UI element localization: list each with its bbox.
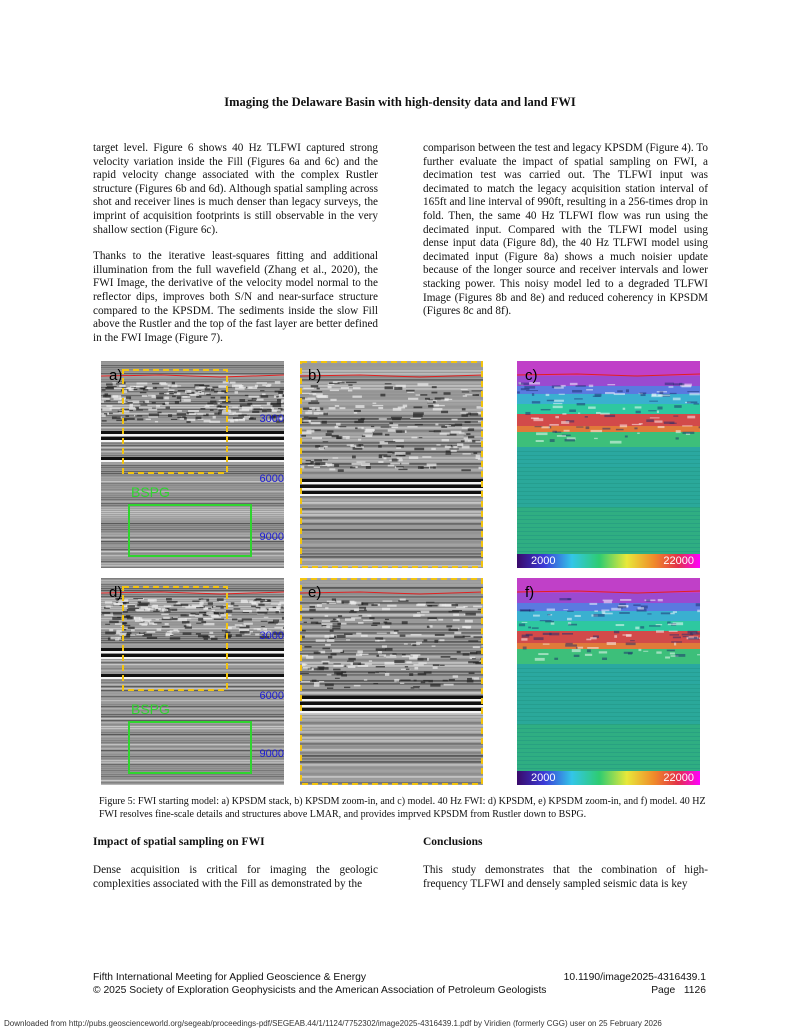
figure-panel-c (517, 361, 700, 568)
depth-label: 6000 (259, 473, 284, 485)
figure-panel-d (101, 578, 284, 785)
body-column-left (93, 142, 378, 358)
paragraph: target level. Figure 6 shows 40 Hz TLFWI captured strong velocity variation inside the Fill (Figures 6a and 6c) and the rapid velocity change associated with the complex Rustler structure (Figures 6b and 6d). Although spatial sampling across shot and receiver lines is much denser than legacy surveys, the imprint of acquisition footprints is still observable in the very shallow section (Figure 6c). (93, 142, 378, 236)
bspg-label: BSPG (131, 484, 170, 500)
depth-label: 3000 (259, 630, 284, 642)
doi: 10.1190/image2025-4316439.1 (563, 972, 706, 983)
bspg-label: BSPG (131, 701, 170, 717)
panel-label: b) (308, 367, 322, 384)
depth-label: 3000 (259, 413, 284, 425)
panel-label: c) (525, 367, 538, 384)
section-text (423, 864, 708, 904)
section-heading: Impact of spatial sampling on FWI (93, 836, 265, 848)
paragraph: This study demonstrates that the combination of high-frequency TLFWI and densely sampled seismic data is key (423, 864, 708, 890)
panel-label: a) (109, 367, 123, 384)
panel-label: e) (308, 584, 322, 601)
velocity-model-image (517, 361, 700, 568)
paragraph: Thanks to the iterative least-squares fitting and additional illumination from the full wavefield (Zhang et al., 2020), the FWI Image, the derivative of the velocity model normal to the reflector dips, improves both S/N and near-surface structure compared to the KPSDM. The sediments inside the slow Fill above the Rustler and the top of the fast layer are better defined in the FWI Image (Figure 7). (93, 250, 378, 344)
seismic-image (101, 578, 284, 785)
panel-label: f) (525, 584, 535, 601)
colorbar (517, 554, 700, 568)
footer-right (560, 971, 706, 997)
figure-panel-b (300, 361, 483, 568)
colorbar-min-label: 2000 (531, 555, 556, 567)
page-label: Page (651, 985, 676, 996)
colorbar (517, 771, 700, 785)
depth-label: 9000 (259, 531, 284, 543)
depth-label: 9000 (259, 748, 284, 760)
seismic-image (101, 361, 284, 568)
seismic-image (300, 361, 483, 568)
paragraph: Dense acquisition is critical for imaging the geologic complexities associated with the Fill as demonstrated by the (93, 864, 378, 890)
section-heading: Conclusions (423, 836, 483, 848)
footer-left (93, 971, 546, 997)
body-column-right (423, 142, 708, 332)
velocity-model-image (517, 578, 700, 785)
figure-caption: Figure 5: FWI starting model: a) KPSDM stack, b) KPSDM zoom-in, and c) model. 40 Hz FWI: d) KPSDM, e) KPSDM zoom-in, and f) model. 40 HZ FWI resolves fine-scale details and structures above LMAR, and provides imprved KPSDM from Rustler down to BSPG. (99, 796, 706, 820)
figure-panel-f (517, 578, 700, 785)
download-notice: Downloaded from http://pubs.geoscienceworld.org/segeab/proceedings-pdf/SEGEAB.44/1/1124/7752302/image2025-4316439.1.pdf by Viridien (formerly CGG) user on 25 February 2026 (4, 1019, 662, 1028)
figure-panel-e (300, 578, 483, 785)
paragraph: comparison between the test and legacy KPSDM (Figure 4). To further evaluate the impact of spatial sampling on FWI, a decimation test was carried out. The TLFWI input was decimated to match the legacy acquisition station interval of 165ft and line interval of 990ft, resulting in a 256-times drop in fold. Then, the same 40 Hz TLFWI flow was run using the decimated input. Compared with the TLFWI model using dense input data (Figure 8d), the 40 Hz TLFWI model using decimated input (Figure 8a) shows a much noisier update because of the longer source and receiver intervals and lower stacking power. This noisy model led to a degraded TLFWI Image (Figures 8b and 8e) and reduced coherency in KPSDM (Figures 8c and 8f). (423, 142, 708, 318)
panel-label: d) (109, 584, 123, 601)
page-number: 1126 (683, 985, 706, 996)
seismic-image (300, 578, 483, 785)
colorbar-max-label: 22000 (663, 772, 694, 784)
colorbar-min-label: 2000 (531, 772, 556, 784)
section-text (93, 864, 378, 904)
meeting-name: Fifth International Meeting for Applied Geoscience & Energy (93, 972, 367, 983)
depth-label: 6000 (259, 690, 284, 702)
figure-panel-a (101, 361, 284, 568)
colorbar-max-label: 22000 (663, 555, 694, 567)
paper-title: Imaging the Delaware Basin with high-density data and land FWI (224, 95, 576, 109)
copyright: © 2025 Society of Exploration Geophysicists and the American Association of Petroleum Geologists (93, 985, 547, 996)
